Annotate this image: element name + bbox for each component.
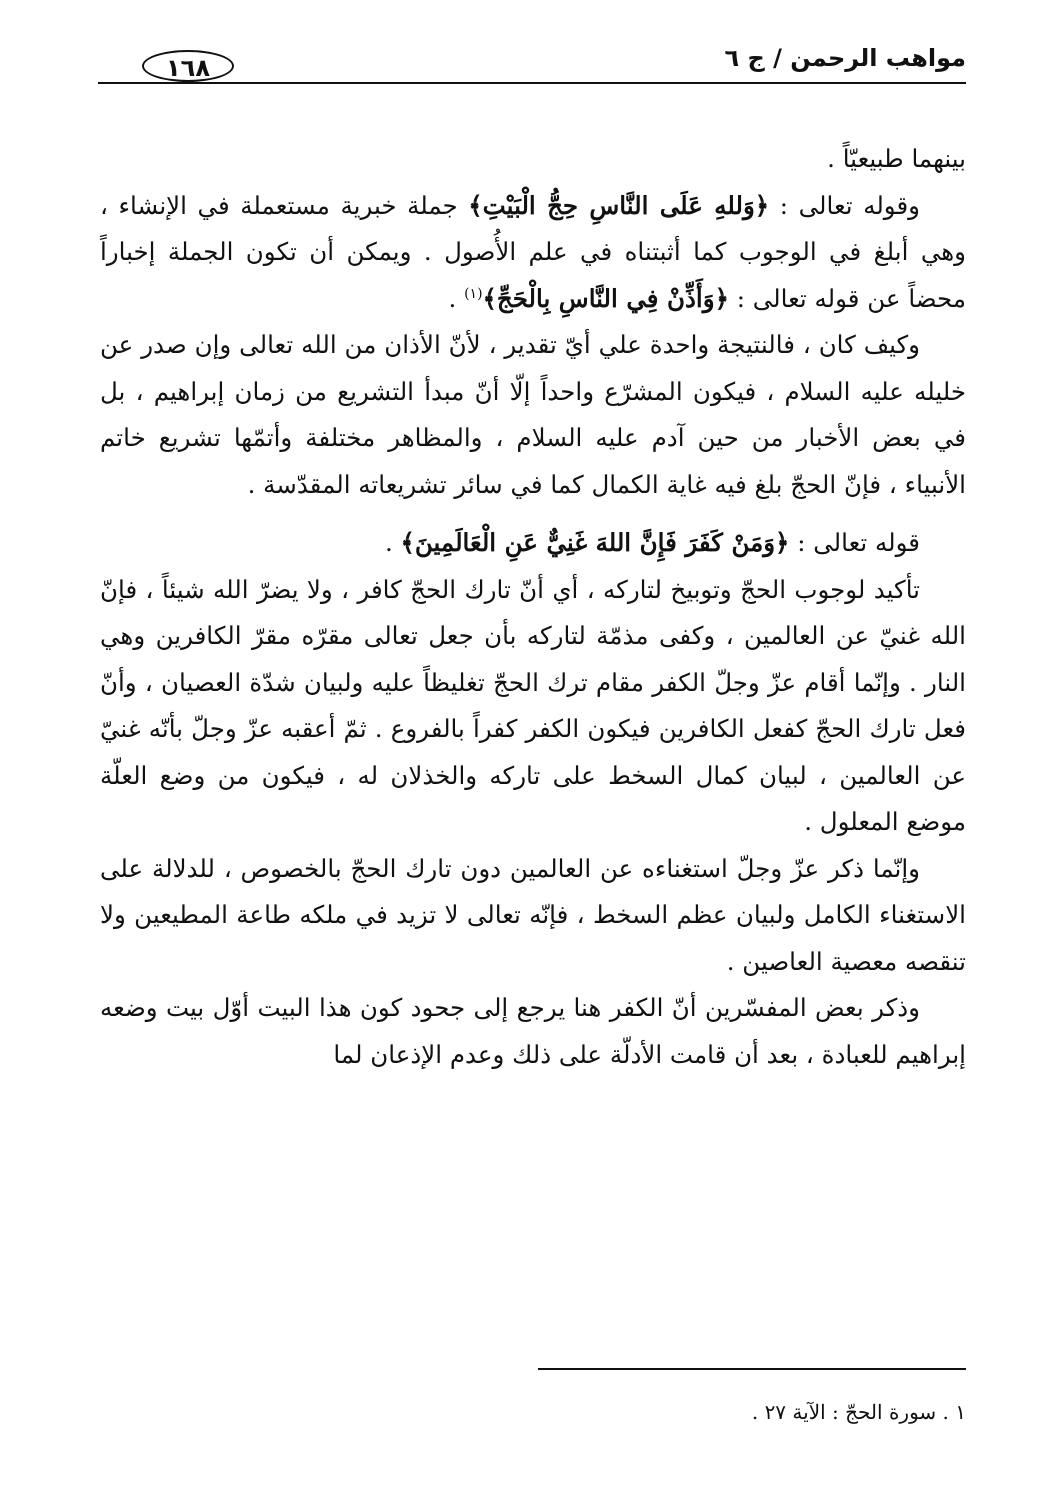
paragraph-3 <box>100 322 966 508</box>
page-number: ١٦٨ <box>142 50 234 82</box>
paragraph-text: جملة خبرية مستعملة في الإنشاء ، وهي أبلغ في الوجوب كما أثبتناه في علم الأُصول . ويمكن أن تكون الجملة إخباراً محضاً عن قوله تعالى : <box>100 190 966 313</box>
paragraph-text: بينهما طبيعيّاً . <box>827 144 966 173</box>
paragraph-text: . <box>448 283 465 313</box>
paragraph-text: وكيف كان ، فالنتيجة واحدة علي أيّ تقدير ، لأنّ الأذان من الله تعالى وإن صدر عن خليله عليه السلام ، فيكون المشرّع واحداً إلّا أنّ مبدأ التشريع من زمان إبراهيم ، بل في بعض الأخبار من حين آدم عليه السلام ، والمظاهر مختلفة وأتمّها تشريع خاتم الأنبياء ، فإنّ الحجّ بلغ فيه غاية الكمال كما في سائر تشريعاته المقدّسة . <box>100 330 966 499</box>
paragraph-1 <box>100 136 966 183</box>
page-header <box>98 40 966 88</box>
paragraph-text: وذكر بعض المفسّرين أنّ الكفر هنا يرجع إلى جحود كون هذا البيت أوّل بيت وضعه إبراهيم للعبادة ، بعد أن قامت الأدلّة على ذلك وعدم الإذعان لما <box>100 993 966 1069</box>
body-text <box>100 136 966 1078</box>
footnote-divider <box>538 1368 966 1370</box>
header-title: مواهب الرحمن / ج ٦ <box>724 44 966 72</box>
paragraph-text: وإنّما ذكر عزّ وجلّ استغناءه عن العالمين دون تارك الحجّ بالخصوص ، للدلالة على الاستغناء الكامل ولبيان عظم السخط ، فإنّه تعالى لا تزيد في ملكه طاعة المطيعين ولا تنقصه معصية العاصين . <box>100 853 966 976</box>
quran-verse: ﴿وَأَذِّنْ فِي النَّاسِ بِالْحَجِّ﴾ <box>482 283 729 313</box>
paragraph-6 <box>100 846 966 986</box>
paragraph-5 <box>100 567 966 846</box>
footnote-1: ١ . سورة الحجّ : الآية ٢٧ . <box>751 1400 966 1424</box>
quran-verse: ﴿وَللهِ عَلَى النَّاسِ حِجُّ الْبَيْتِ﴾ <box>468 190 770 220</box>
footnote-marker: (١) <box>464 285 483 302</box>
paragraph-text: وقوله تعالى : <box>769 190 921 220</box>
paragraph-text: . <box>384 528 401 557</box>
paragraph-2 <box>100 183 966 323</box>
paragraph-text: قوله تعالى : <box>789 528 920 557</box>
paragraph-4 <box>100 520 966 567</box>
header-divider <box>98 82 966 84</box>
paragraph-text: تأكيد لوجوب الحجّ وتوبيخ لتاركه ، أي أنّ تارك الحجّ كافر ، ولا يضرّ الله شيئاً ، فإنّ الله غنيّ عن العالمين ، وكفى مذمّة لتاركه بأن جعل تعالى مقرّه مقرّ الكافرين وهي النار . وإنّما أقام عزّ وجلّ الكفر مقام ترك الحجّ تغليظاً عليه ولبيان شدّة العصيان ، وأنّ فعل تارك الحجّ كفعل الكافرين فيكون الكفر كفراً بالفروع . ثمّ أعقبه عزّ وجلّ بأنّه غنيّ عن العالمين ، لبيان كمال السخط على تاركه والخذلان له ، فيكون من وضع العلّة موضع المعلول . <box>100 574 966 836</box>
paragraph-7 <box>100 985 966 1078</box>
quran-verse: ﴿وَمَنْ كَفَرَ فَإِنَّ اللهَ غَنِيٌّ عَنِ الْعَالَمِينَ﴾ <box>400 528 790 557</box>
